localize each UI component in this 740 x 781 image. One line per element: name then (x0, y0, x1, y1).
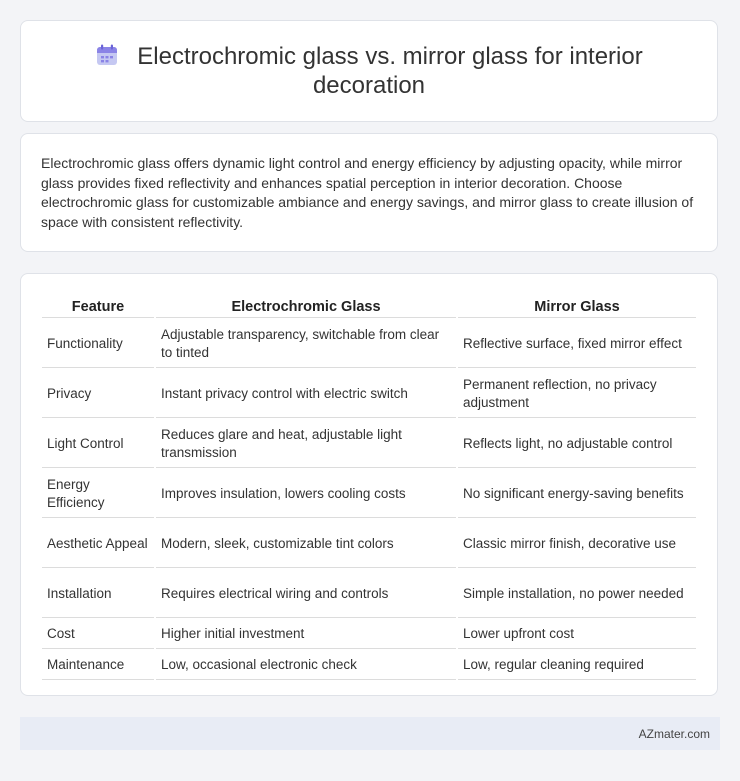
mirror-cell: Lower upfront cost (458, 619, 696, 649)
electrochromic-cell: Modern, sleek, customizable tint colors (156, 519, 456, 568)
electrochromic-cell: Requires electrical wiring and controls (156, 569, 456, 618)
table-row (42, 650, 696, 680)
calendar-icon (95, 43, 119, 67)
mirror-cell: Reflects light, no adjustable control (458, 419, 696, 468)
mirror-cell: Classic mirror finish, decorative use (458, 519, 696, 568)
mirror-cell: Simple installation, no power needed (458, 569, 696, 618)
electrochromic-cell: Higher initial investment (156, 619, 456, 649)
comparison-table-card (20, 273, 718, 696)
table-header-row (42, 295, 696, 318)
table-row (42, 519, 696, 568)
footer-brand: AZmater.com (638, 726, 710, 741)
title-card (20, 20, 718, 122)
electrochromic-cell: Low, occasional electronic check (156, 650, 456, 680)
feature-cell: Functionality (42, 319, 154, 368)
header-electrochromic: Electrochromic Glass (156, 295, 456, 318)
feature-cell: Privacy (42, 369, 154, 418)
footer (20, 717, 720, 750)
feature-cell: Cost (42, 619, 154, 649)
mirror-cell: No significant energy-saving benefits (458, 469, 696, 518)
table-row (42, 469, 696, 518)
table-row (42, 369, 696, 418)
electrochromic-cell: Adjustable transparency, switchable from clear to tinted (156, 319, 456, 368)
table-row (42, 619, 696, 649)
feature-cell: Light Control (42, 419, 154, 468)
table-row (42, 419, 696, 468)
page-title (69, 42, 669, 100)
summary-text: Electrochromic glass offers dynamic light control and energy efficiency by adjusting opacity, while mirror glass provides fixed reflectivity and enhances spatial perception in interior decoration. Choose electrochromic glass for customizable ambiance and energy savings, and mirror glass to create illusion of space with consistent reflectivity. (41, 155, 694, 230)
comparison-table (40, 294, 698, 681)
feature-cell: Aesthetic Appeal (42, 519, 154, 568)
mirror-cell: Permanent reflection, no privacy adjustment (458, 369, 696, 418)
header-feature: Feature (42, 295, 154, 318)
electrochromic-cell: Instant privacy control with electric switch (156, 369, 456, 418)
mirror-cell: Reflective surface, fixed mirror effect (458, 319, 696, 368)
feature-cell: Installation (42, 569, 154, 618)
mirror-cell: Low, regular cleaning required (458, 650, 696, 680)
table-row (42, 569, 696, 618)
table-row (42, 319, 696, 368)
feature-cell: Energy Efficiency (42, 469, 154, 518)
header-mirror: Mirror Glass (458, 295, 696, 318)
electrochromic-cell: Reduces glare and heat, adjustable light transmission (156, 419, 456, 468)
feature-cell: Maintenance (42, 650, 154, 680)
title-text: Electrochromic glass vs. mirror glass for interior decoration (137, 43, 643, 99)
summary-card (20, 133, 718, 252)
electrochromic-cell: Improves insulation, lowers cooling costs (156, 469, 456, 518)
